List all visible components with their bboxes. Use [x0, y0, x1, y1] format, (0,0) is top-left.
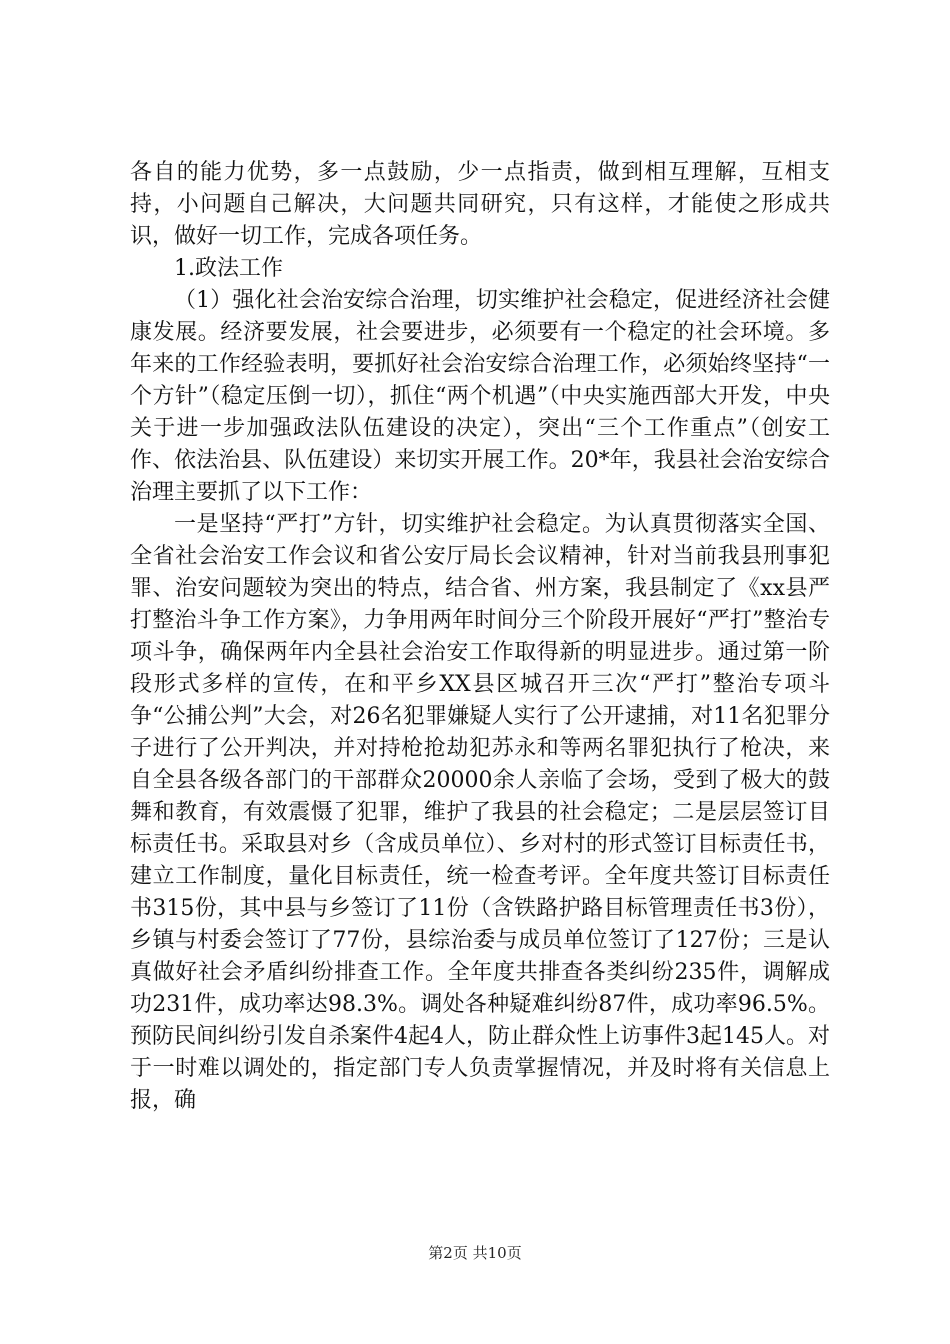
body-text: [130, 157, 830, 1117]
section-heading: 1.政法工作: [174, 256, 283, 281]
page-number-footer: 第2页 共10页: [428, 1244, 522, 1262]
paragraph-intro: （1）强化社会治安综合治理，切实维护社会稳定，促进经济社会健康发展。经济要发展，社会要进步，必须要有一个稳定的社会环境。多年来的工作经验表明，要抓好社会治安综合治理工作，必须始终坚持“一个方针”（稳定压倒一切），抓住“两个机遇”（中央实施西部大开发，中央关于进一步加强政法队伍建设的决定），突出“三个工作重点”（创安工作、依法治县、队伍建设）来切实开展工作。20*年，我县社会治安综合治理主要抓了以下工作：: [130, 288, 830, 505]
paragraph-continuation: 各自的能力优势，多一点鼓励，少一点指责，做到相互理解，互相支持，小问题自己解决，大问题共同研究，只有这样，才能使之形成共识，做好一切工作，完成各项任务。: [130, 160, 830, 249]
paragraph-main: 一是坚持“严打”方针，切实维护社会稳定。为认真贯彻落实全国、全省社会治安工作会议和省公安厅局长会议精神，针对当前我县刑事犯罪、治安问题较为突出的特点，结合省、州方案，我县制定了《xx县严打整治斗争工作方案》，力争用两年时间分三个阶段开展好“严打”整治专项斗争，确保两年内全县社会治安工作取得新的明显进步。通过第一阶段形式多样的宣传，在和平乡XX县区城召开三次“严打”整治专项斗争“公捕公判”大会，对26名犯罪嫌疑人实行了公开逮捕，对11名犯罪分子进行了公开判决，并对持枪抢劫犯苏永和等两名罪犯执行了枪决，来自全县各级各部门的干部群众20000余人亲临了会场，受到了极大的鼓舞和教育，有效震慑了犯罪，维护了我县的社会稳定；二是层层签订目标责任书。采取县对乡（含成员单位）、乡对村的形式签订目标责任书，建立工作制度，量化目标责任，统一检查考评。全年度共签订目标责任书315份，其中县与乡签订了11份（含铁路护路目标管理责任书3份），乡镇与村委会签订了77份，县综治委与成员单位签订了127份；三是认真做好社会矛盾纠纷排查工作。全年度共排查各类纠纷235件，调解成功231件，成功率达98.3%。调处各种疑难纠纷87件，成功率96.5%。预防民间纠纷引发自杀案件4起4人，防止群众性上访事件3起145人。对于一时难以调处的，指定部门专人负责掌握情况，并及时将有关信息上报，确: [130, 512, 830, 1113]
